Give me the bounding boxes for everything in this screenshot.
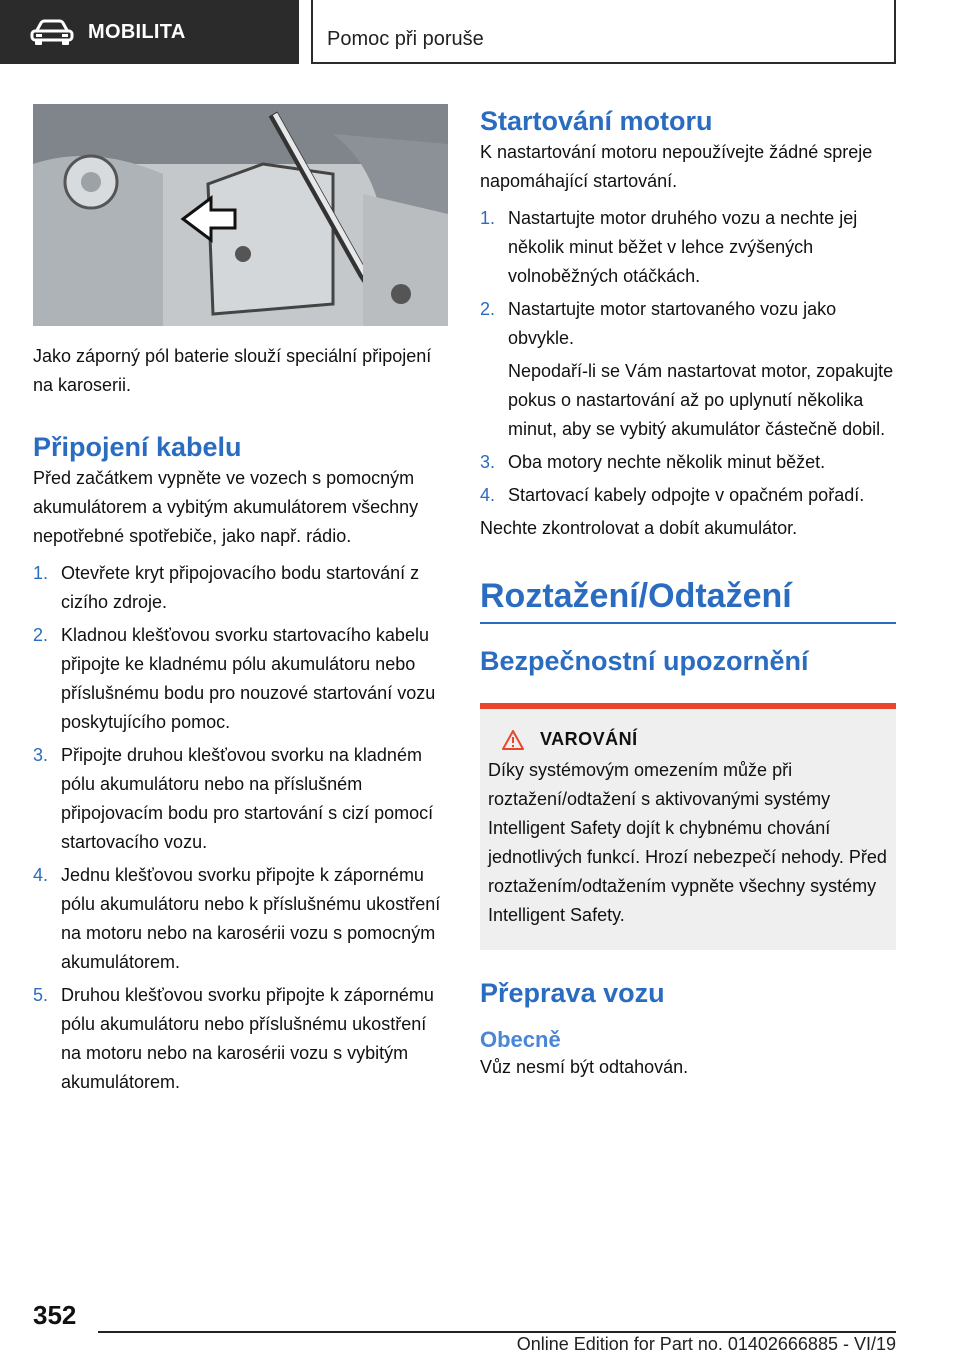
header-section-tab	[0, 0, 299, 64]
warning-header	[488, 729, 888, 750]
list-item: 1. Nastartujte motor druhého vozu a nechte jej několik minut běžet v lehce zvýšených volnoběžných otáčkách.	[480, 208, 858, 286]
arrow-left-icon	[183, 198, 235, 240]
list-item: 4. Startovací kabely odpojte v opačném pořadí.	[480, 485, 865, 505]
engine-bay-figure	[33, 104, 448, 326]
section-title-cable-connection: Připojení kabelu	[33, 432, 242, 462]
engine-start-steps-list	[480, 204, 896, 510]
page-number: 352	[33, 1300, 77, 1330]
warning-box	[480, 703, 896, 950]
section-title-safety: Bezpečnostní upozornění	[480, 646, 809, 676]
list-item: 4. Jednu klešťovou svorku připojte k zápornému pólu akumulátoru nebo k příslušnému ukostření na motoru nebo na karosérii vozu s pomocným akumulátorem.	[33, 865, 441, 972]
warning-title: VAROVÁNÍ	[540, 729, 638, 749]
list-item: 1. Otevřete kryt připojovacího bodu startování z cizího zdroje.	[33, 563, 420, 612]
section-title-engine-start: Startování motoru	[480, 106, 713, 136]
right-column	[480, 104, 896, 1082]
list-item: 3. Připojte druhou klešťovou svorku na kladném pólu akumulátoru nebo na příslušném připojovacím bodu pro startování s cizí pomocí startovacího vozu.	[33, 745, 434, 852]
engine-start-intro: K nastartování motoru nepoužívejte žádné spreje napomáhající startování.	[480, 142, 873, 191]
header-section-label: MOBILITA	[88, 20, 186, 43]
header-page-title: Pomoc při poruše	[311, 0, 896, 64]
list-item: 2. Nastartujte motor startovaného vozu jako obvykle.	[480, 299, 837, 348]
footer-divider	[98, 1331, 896, 1333]
list-item: 2. Kladnou klešťovou svorku startovacího kabelu připojte ke kladnému pólu akumulátoru nebo příslušnému bodu pro nouzové startování vozu poskytujícího pomoc.	[33, 625, 436, 732]
section-title-transport: Přeprava vozu	[480, 978, 665, 1008]
cable-intro: Před začátkem vypněte ve vozech s pomocným akumulátorem a vybitým akumulátorem všechny nepotřebné spotřebiče, jako např. rádio.	[33, 468, 419, 546]
step-note: Nepodaří-li se Vám nastartovat motor, zopakujte pokus o nastartování až po uplynutí několika minut, aby se vybitý akumulátor částečně dobil.	[508, 361, 894, 439]
engine-start-outro: Nechte zkontrolovat a dobít akumulátor.	[480, 518, 798, 538]
general-text: Vůz nesmí být odtahován.	[480, 1057, 689, 1077]
figure-caption: Jako záporný pól baterie slouží speciální připojení na karoserii.	[33, 346, 432, 395]
warning-text: Díky systémovým omezením může při roztažení/odtažení s aktivovanými systémy Intelligent Safety dojít k chybnému chování jednotlivých funkcí. Hrozí nebezpečí nehody. Před roztažením/odtažením vypněte všechny systémy Intelligent Safety.	[488, 760, 887, 925]
cable-steps-list	[33, 559, 448, 1097]
chapter-title-towing: Roztažení/Odtažení	[480, 577, 896, 624]
left-column	[33, 104, 448, 1101]
footer-edition: Online Edition for Part no. 01402666885 - VI/19	[516, 1334, 896, 1354]
list-item: 5. Druhou klešťovou svorku připojte k zápornému pólu akumulátoru nebo příslušnému ukostření na motoru nebo na karosérii vozu s vybitým akumulátorem.	[33, 985, 434, 1092]
car-icon	[30, 18, 74, 46]
subsection-title-general: Obecně	[480, 1027, 561, 1052]
warning-triangle-icon	[502, 730, 524, 750]
list-item: 3. Oba motory nechte několik minut běžet.	[480, 452, 826, 472]
